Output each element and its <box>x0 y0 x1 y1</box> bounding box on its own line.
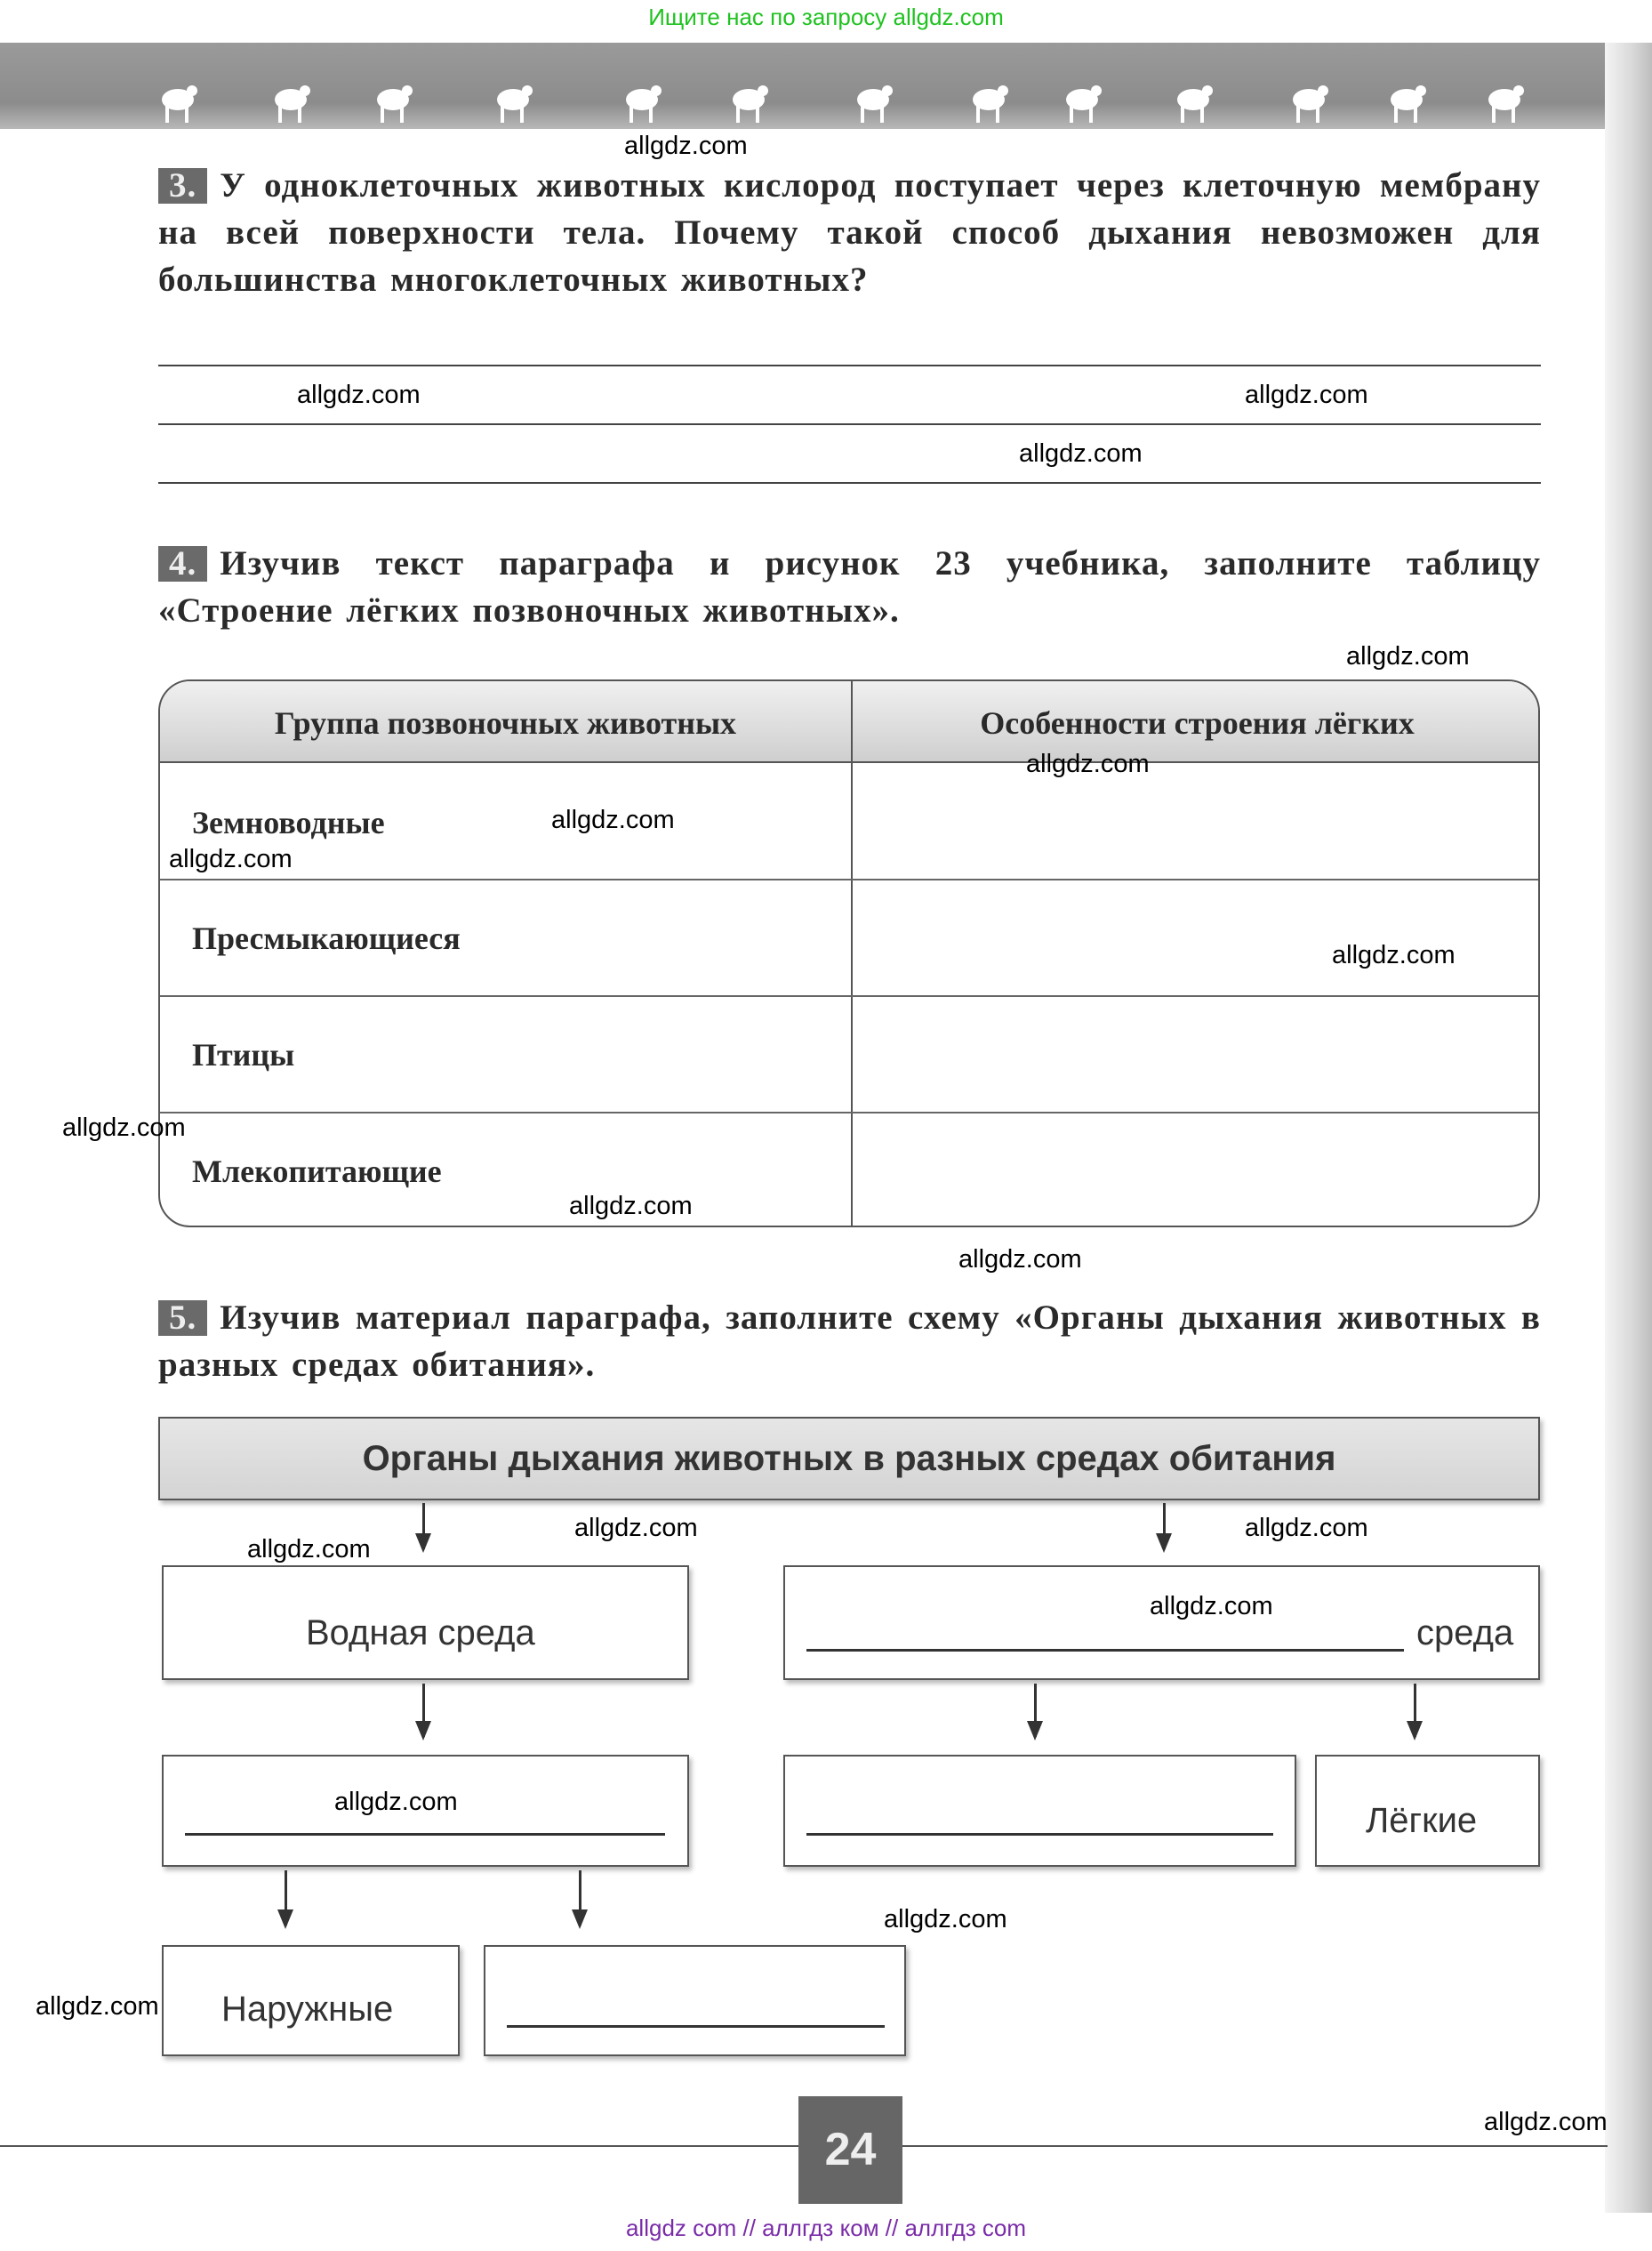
watermark: allgdz.com <box>884 1905 1007 1933</box>
task-text: Изучив текст параграфа и рисунок 23 учебника, заполните таблицу «Строение лёгких позвоночных животных». <box>158 544 1541 630</box>
watermark: allgdz.com <box>1332 941 1456 969</box>
watermark: allgdz.com <box>1245 1514 1368 1542</box>
column-header: Особенности строения лёгких <box>980 705 1415 741</box>
box-label: Водная среда <box>306 1613 535 1652</box>
arrow-down-icon <box>285 1870 287 1925</box>
water-environment-box <box>162 1565 689 1680</box>
watermark: allgdz.com <box>569 1192 693 1220</box>
arrow-down-icon <box>1414 1684 1416 1737</box>
task-number: 5. <box>158 1300 207 1336</box>
animal-silhouette-icon <box>493 80 533 125</box>
animal-silhouette-icon <box>622 80 662 125</box>
watermark: allgdz.com <box>169 845 293 873</box>
task-text: Изучив материал параграфа, заполните схему «Органы дыхания животных в разных средах обитания». <box>158 1298 1541 1384</box>
animal-silhouette-icon <box>854 80 893 125</box>
arrow-down-icon <box>1163 1503 1166 1549</box>
watermark: allgdz.com <box>1026 750 1150 778</box>
animal-silhouette-icon <box>729 80 768 125</box>
answer-line[interactable] <box>158 423 1541 425</box>
blank-line[interactable] <box>185 1833 665 1836</box>
top-watermark: Ищите нас по запросу allgdz.com <box>648 4 1004 30</box>
table-row: Пресмыкающиеся <box>192 920 461 956</box>
table-row: Птицы <box>192 1037 295 1073</box>
air-organ-box[interactable] <box>783 1755 1296 1867</box>
animal-silhouette-icon <box>1174 80 1213 125</box>
watermark: allgdz.com <box>36 1992 159 2021</box>
page-number: 24 <box>798 2096 902 2204</box>
animal-silhouette-icon <box>1063 80 1102 125</box>
row-divider <box>160 879 1538 880</box>
animal-silhouette-icon <box>1387 80 1426 125</box>
internal-gills-box[interactable] <box>484 1945 906 2056</box>
animal-silhouette-icon <box>373 80 413 125</box>
watermark: allgdz.com <box>1484 2108 1608 2136</box>
watermark: allgdz.com <box>297 381 421 409</box>
watermark: allgdz.com <box>624 132 748 160</box>
task-number: 3. <box>158 168 207 204</box>
external-gills-box <box>162 1945 460 2056</box>
arrow-down-icon <box>1034 1684 1037 1737</box>
answer-line[interactable] <box>158 482 1541 484</box>
animal-silhouette-icon <box>1289 80 1328 125</box>
blank-line[interactable] <box>507 2025 885 2028</box>
arrow-down-icon <box>422 1684 425 1737</box>
watermark: allgdz.com <box>1150 1592 1273 1620</box>
watermark: allgdz.com <box>247 1535 371 1564</box>
watermark: allgdz.com <box>1019 439 1143 468</box>
lungs-box <box>1315 1755 1540 1867</box>
blank-line[interactable] <box>806 1833 1273 1836</box>
page-gutter <box>1605 43 1652 2213</box>
task-text: У одноклеточных животных кислород поступает через клеточную мембрану на всей поверхности тела. Почему такой способ дыхания невозможен для большинства многоклеточных животных? <box>158 166 1541 299</box>
watermark: allgdz.com <box>1346 642 1470 671</box>
column-header: Группа позвоночных животных <box>274 705 737 741</box>
watermark: allgdz.com <box>551 806 675 834</box>
row-divider <box>160 1112 1538 1113</box>
scheme-title: Органы дыхания животных в разных средах обитания <box>158 1417 1540 1500</box>
task-4 <box>158 540 1541 634</box>
task-5 <box>158 1294 1541 1388</box>
column-divider <box>851 681 853 1226</box>
watermark: allgdz.com <box>1245 381 1368 409</box>
arrow-down-icon <box>422 1503 425 1549</box>
arrow-down-icon <box>579 1870 581 1925</box>
blank-line[interactable] <box>806 1649 1404 1652</box>
box-label: Лёгкие <box>1366 1801 1478 1840</box>
task-number: 4. <box>158 546 207 582</box>
box-label: Наружные <box>221 1990 394 2029</box>
task-3 <box>158 162 1541 303</box>
animal-silhouette-icon <box>1485 80 1524 125</box>
table-row: Млекопитающие <box>192 1154 442 1189</box>
bottom-watermark: allgdz com // аллгдз ком // аллгдз com <box>625 2215 1027 2241</box>
box-label: среда <box>1416 1613 1514 1652</box>
environment-box[interactable] <box>783 1565 1540 1680</box>
animal-silhouette-icon <box>271 80 310 125</box>
row-divider <box>160 995 1538 997</box>
watermark: allgdz.com <box>958 1245 1082 1274</box>
watermark: allgdz.com <box>62 1113 186 1142</box>
table-row: Земноводные <box>192 805 385 840</box>
watermark: allgdz.com <box>334 1788 458 1816</box>
watermark: allgdz.com <box>574 1514 698 1542</box>
answer-line[interactable] <box>158 365 1541 366</box>
animal-silhouette-icon <box>158 80 197 125</box>
animal-silhouette-icon <box>969 80 1008 125</box>
